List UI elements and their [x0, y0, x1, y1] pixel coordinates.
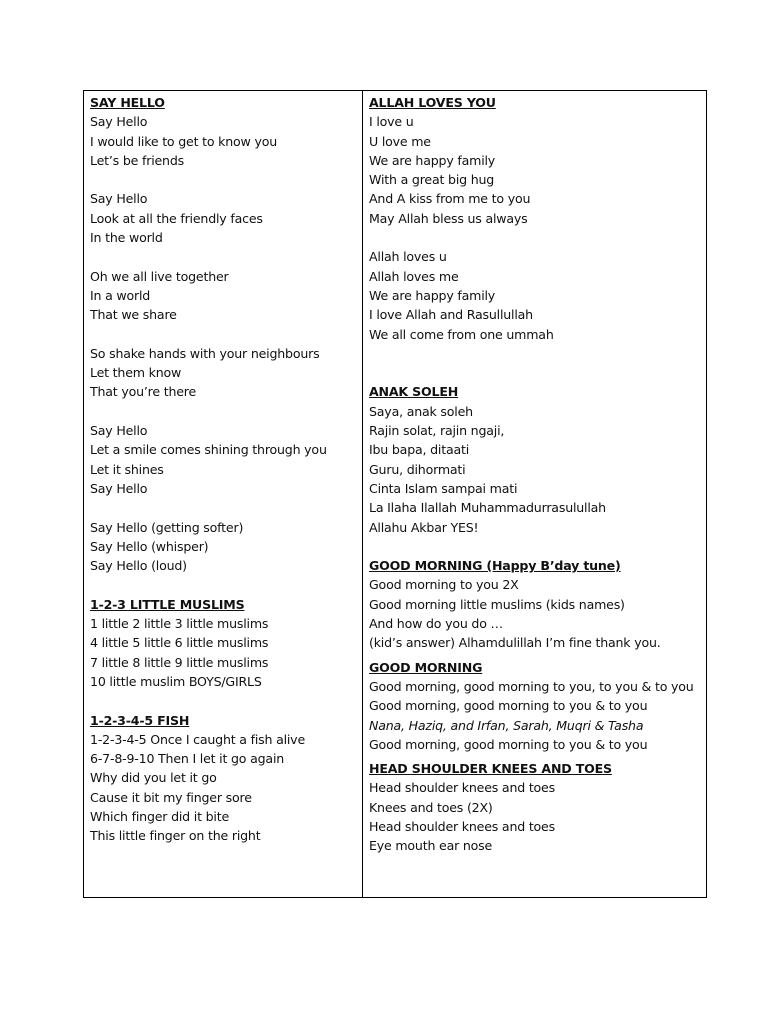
little-muslims-line: 7 little 8 little 9 little muslims	[90, 654, 269, 670]
fish-line: This little finger on the right	[90, 828, 261, 844]
say-hello-line: Let them know	[90, 365, 182, 381]
fish-line: 1-2-3-4-5 Once I caught a fish alive	[90, 731, 305, 747]
allah-loves-you-line: I love u	[369, 114, 414, 130]
head-shoulder-line: Head shoulder knees and toes	[369, 818, 555, 834]
anak-soleh-line: La Ilaha Ilallah Muhammadurrasulullah	[369, 500, 606, 516]
fish-line: Cause it bit my finger sore	[90, 789, 252, 805]
good-morning-line: Good morning, good morning to you, to you & to you	[369, 678, 694, 694]
anak-soleh-line: Rajin solat, rajin ngaji,	[369, 423, 505, 439]
head-shoulder-line: Eye mouth ear nose	[369, 838, 493, 854]
say-hello-line: Say Hello	[90, 191, 148, 207]
spacer	[90, 691, 362, 710]
allah-loves-you-line: We are happy family	[369, 152, 496, 168]
say-hello-line: Let a smile comes shining through you	[90, 442, 327, 458]
head-shoulder-title: HEAD SHOULDER KNEES AND TOES	[369, 761, 612, 777]
say-hello-line: That we share	[90, 307, 177, 323]
left-column	[84, 91, 363, 897]
allah-loves-you-line: I love Allah and Rasullullah	[369, 307, 533, 323]
spacer	[90, 575, 362, 594]
anak-soleh-line: Saya, anak soleh	[369, 403, 473, 419]
head-shoulder-line: Knees and toes (2X)	[369, 799, 493, 815]
spacer	[369, 228, 706, 247]
allah-loves-you-title: ALLAH LOVES YOU	[369, 95, 496, 110]
allah-loves-you-line: May Allah bless us always	[369, 210, 528, 226]
say-hello-line: Say Hello (getting softer)	[90, 519, 244, 535]
anak-soleh-title: ANAK SOLEH	[369, 384, 459, 400]
say-hello-title: SAY HELLO	[90, 95, 165, 110]
say-hello-line: Oh we all live together	[90, 268, 229, 284]
right-column	[363, 91, 706, 897]
spacer	[90, 498, 362, 517]
say-hello-line: Say Hello	[90, 423, 148, 439]
say-hello-line: In the world	[90, 230, 163, 246]
good-morning-bday-line: And how do you do …	[369, 616, 503, 632]
head-shoulder-line: Head shoulder knees and toes	[369, 780, 555, 796]
say-hello-line: Say Hello	[90, 114, 148, 130]
spacer	[90, 325, 362, 344]
anak-soleh-line: Cinta Islam sampai mati	[369, 480, 518, 496]
spacer	[369, 344, 706, 363]
say-hello-line: Look at all the friendly faces	[90, 210, 263, 226]
say-hello-line: Say Hello (whisper)	[90, 538, 209, 554]
fish-title: 1-2-3-4-5 FISH	[90, 712, 190, 728]
say-hello-line: I would like to get to know you	[90, 133, 277, 149]
good-morning-line: Good morning, good morning to you & to you	[369, 698, 648, 714]
fish-line: Which finger did it bite	[90, 808, 229, 824]
good-morning-bday-line: Good morning to you 2X	[369, 577, 519, 593]
say-hello-line: That you’re there	[90, 384, 197, 400]
fish-line: Why did you let it go	[90, 770, 217, 786]
allah-loves-you-line: With a great big hug	[369, 172, 495, 188]
allah-loves-you-line: We all come from one ummah	[369, 326, 554, 342]
anak-soleh-line: Ibu bapa, ditaati	[369, 442, 470, 458]
say-hello-line: Let’s be friends	[90, 152, 184, 168]
good-morning-bday-line: (kid’s answer) Alhamdulillah I’m fine thank you.	[369, 635, 661, 651]
allah-loves-you-line: And A kiss from me to you	[369, 191, 531, 207]
say-hello-line: So shake hands with your neighbours	[90, 345, 320, 361]
good-morning-bday-line: Good morning little muslims (kids names)	[369, 596, 625, 612]
spacer	[369, 537, 706, 556]
say-hello-line: Say Hello	[90, 480, 148, 496]
say-hello-line: Say Hello (loud)	[90, 558, 187, 574]
little-muslims-line: 10 little muslim BOYS/GIRLS	[90, 673, 262, 689]
allah-loves-you-line: We are happy family	[369, 287, 496, 303]
good-morning-line: Good morning, good morning to you & to you	[369, 736, 648, 752]
good-morning-bday-title: GOOD MORNING (Happy B’day tune)	[369, 558, 621, 574]
spacer	[369, 363, 706, 382]
allah-loves-you-line: U love me	[369, 133, 431, 149]
say-hello-line: In a world	[90, 287, 151, 303]
anak-soleh-line: Allahu Akbar YES!	[369, 519, 479, 535]
song-sheet-table	[83, 90, 707, 898]
good-morning-kids-names: Nana, Haziq, and Irfan, Sarah, Muqri & Tasha	[369, 717, 644, 733]
spacer	[90, 402, 362, 421]
spacer	[90, 247, 362, 266]
little-muslims-title: 1-2-3 LITTLE MUSLIMS	[90, 596, 245, 612]
little-muslims-line: 4 little 5 little 6 little muslims	[90, 635, 269, 651]
anak-soleh-line: Guru, dihormati	[369, 461, 466, 477]
say-hello-line: Let it shines	[90, 461, 164, 477]
spacer	[90, 170, 362, 189]
allah-loves-you-line: Allah loves me	[369, 268, 459, 284]
good-morning-title: GOOD MORNING	[369, 659, 483, 675]
allah-loves-you-line: Allah loves u	[369, 249, 447, 265]
fish-line: 6-7-8-9-10 Then I let it go again	[90, 751, 285, 767]
little-muslims-line: 1 little 2 little 3 little muslims	[90, 616, 269, 632]
